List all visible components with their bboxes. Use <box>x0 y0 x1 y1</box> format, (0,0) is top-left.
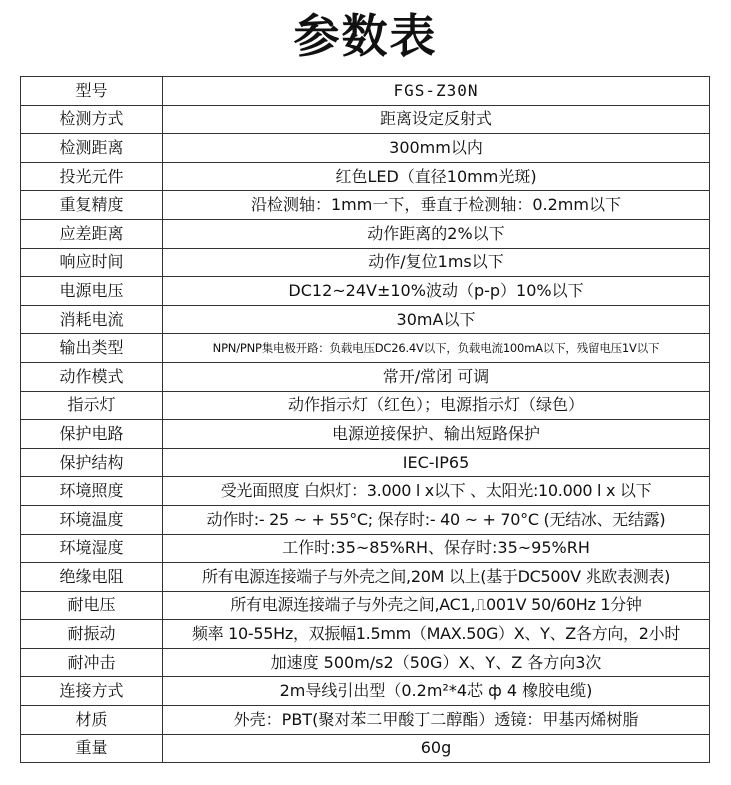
row-label: 消耗电流 <box>21 305 163 334</box>
table-row <box>21 677 710 706</box>
row-label: 耐振动 <box>21 620 163 649</box>
table-row <box>21 162 710 191</box>
row-value: 所有电源连接端子与外壳之间,20M 以上(基于DC500V 兆欧表测表) <box>163 563 710 592</box>
row-label: 保护电路 <box>21 420 163 449</box>
table-row <box>21 248 710 277</box>
row-label: 环境湿度 <box>21 534 163 563</box>
table-row <box>21 305 710 334</box>
row-value: 动作/复位1ms以下 <box>163 248 710 277</box>
table-row <box>21 277 710 306</box>
row-value: 常开/常闭 可调 <box>163 362 710 391</box>
row-label: 电源电压 <box>21 277 163 306</box>
table-row <box>21 105 710 134</box>
table-row <box>21 505 710 534</box>
page-title: 参数表 <box>293 9 438 63</box>
row-value: 60g <box>163 734 710 763</box>
table-row <box>21 219 710 248</box>
row-label: 材质 <box>21 706 163 735</box>
row-value: 30mA以下 <box>163 305 710 334</box>
row-value: NPN/PNP集电极开路：负载电压DC26.4V以下，负载电流100mA以下，残留电压1V以下 <box>163 334 710 363</box>
row-value: 外壳：PBT(聚对苯二甲酸丁二醇酯）透镜：甲基丙烯树脂 <box>163 706 710 735</box>
row-label: 动作模式 <box>21 362 163 391</box>
row-value: 动作指示灯（红色）；电源指示灯（绿色） <box>163 391 710 420</box>
table-row <box>21 334 710 363</box>
row-value: 红色LED（直径10mm光斑) <box>163 162 710 191</box>
table-row <box>21 563 710 592</box>
row-label: 耐冲击 <box>21 648 163 677</box>
row-label: 耐电压 <box>21 591 163 620</box>
row-value: FGS-Z30N <box>163 77 710 106</box>
row-value: DC12~24V±10%波动（p-p）10%以下 <box>163 277 710 306</box>
row-label: 响应时间 <box>21 248 163 277</box>
row-value: 距离设定反射式 <box>163 105 710 134</box>
table-row <box>21 706 710 735</box>
row-value: 2m导线引出型（0.2m²*4芯 ф 4 橡胶电缆) <box>163 677 710 706</box>
row-label: 绝缘电阻 <box>21 563 163 592</box>
row-label: 输出类型 <box>21 334 163 363</box>
row-label: 型号 <box>21 77 163 106</box>
row-label: 重量 <box>21 734 163 763</box>
table-row <box>21 391 710 420</box>
row-label: 重复精度 <box>21 191 163 220</box>
table-row <box>21 591 710 620</box>
row-label: 连接方式 <box>21 677 163 706</box>
row-value: 300mm以内 <box>163 134 710 163</box>
table-row <box>21 362 710 391</box>
table-row <box>21 648 710 677</box>
row-label: 指示灯 <box>21 391 163 420</box>
row-value: 动作时:- 25 ~ + 55°C; 保存时:- 40 ~ + 70°C (无结冰、无结露) <box>163 505 710 534</box>
table-row <box>21 477 710 506</box>
row-label: 保护结构 <box>21 448 163 477</box>
row-label: 环境照度 <box>21 477 163 506</box>
table-row <box>21 420 710 449</box>
spec-table <box>20 76 710 763</box>
table-row <box>21 734 710 763</box>
row-value: 频率 10-55Hz，双振幅1.5mm（MAX.50G）X、Y、Z各方向，2小时 <box>163 620 710 649</box>
row-value: 电源逆接保护、输出短路保护 <box>163 420 710 449</box>
row-label: 投光元件 <box>21 162 163 191</box>
table-row <box>21 448 710 477</box>
row-label: 检测距离 <box>21 134 163 163</box>
table-row <box>21 77 710 106</box>
row-label: 检测方式 <box>21 105 163 134</box>
row-value: IEC-IP65 <box>163 448 710 477</box>
table-row <box>21 134 710 163</box>
table-row <box>21 191 710 220</box>
row-value: 加速度 500m/s2（50G）X、Y、Z 各方向3次 <box>163 648 710 677</box>
row-label: 环境温度 <box>21 505 163 534</box>
table-row <box>21 534 710 563</box>
row-value: 沿检测轴：1mm一下，垂直于检测轴：0.2mm以下 <box>163 191 710 220</box>
row-value: 工作时:35~85%RH、保存时:35~95%RH <box>163 534 710 563</box>
row-value: 受光面照度 白炽灯：3.000 l x以下 、太阳光:10.000 l x 以下 <box>163 477 710 506</box>
row-value: 动作距离的2%以下 <box>163 219 710 248</box>
row-label: 应差距离 <box>21 219 163 248</box>
table-row <box>21 620 710 649</box>
row-value: 所有电源连接端子与外壳之间,AC1,⎍001V 50/60Hz 1分钟 <box>163 591 710 620</box>
